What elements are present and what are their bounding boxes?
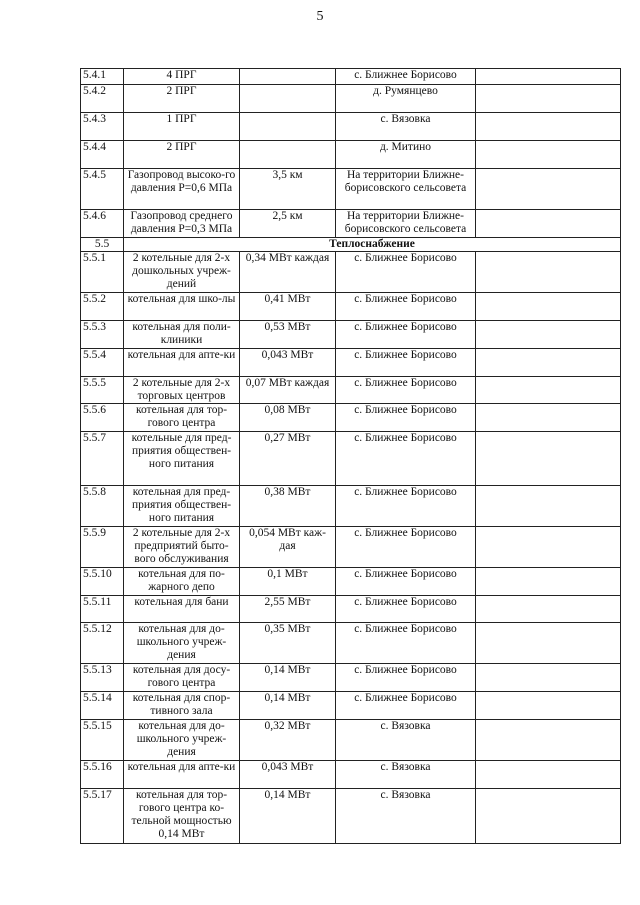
capacity: 2,55 МВт bbox=[240, 596, 336, 623]
location: с. Вязовка bbox=[336, 720, 476, 761]
capacity: 0,35 МВт bbox=[240, 623, 336, 664]
empty-cell bbox=[476, 69, 621, 85]
location: с. Ближнее Борисово bbox=[336, 293, 476, 321]
table-row bbox=[81, 789, 621, 844]
empty-cell bbox=[476, 377, 621, 404]
empty-cell bbox=[476, 210, 621, 238]
capacity: 0,14 МВт bbox=[240, 789, 336, 844]
row-number: 5.5.12 bbox=[81, 623, 124, 664]
section-header-row bbox=[81, 238, 621, 252]
row-number: 5.4.3 bbox=[81, 113, 124, 141]
location: На территории Ближне-борисовского сельсовета bbox=[336, 210, 476, 238]
capacity bbox=[240, 69, 336, 85]
capacity: 0,07 МВт каждая bbox=[240, 377, 336, 404]
location: с. Ближнее Борисово bbox=[336, 596, 476, 623]
capacity bbox=[240, 113, 336, 141]
location: д. Румянцево bbox=[336, 85, 476, 113]
row-number: 5.5.13 bbox=[81, 664, 124, 692]
facility-name: котельная для до-школьного учреж-дения bbox=[124, 720, 240, 761]
empty-cell bbox=[476, 349, 621, 377]
facility-name: 2 котельные для 2-х дошкольных учреж-дений bbox=[124, 252, 240, 293]
page-number: 5 bbox=[316, 9, 324, 24]
capacity: 0,043 МВт bbox=[240, 349, 336, 377]
location: с. Вязовка bbox=[336, 761, 476, 789]
location: с. Ближнее Борисово bbox=[336, 377, 476, 404]
location: с. Ближнее Борисово bbox=[336, 664, 476, 692]
table-row bbox=[81, 69, 621, 85]
location: с. Ближнее Борисово bbox=[336, 692, 476, 720]
facility-name: котельная для тор-гового центра bbox=[124, 404, 240, 432]
table-row bbox=[81, 692, 621, 720]
empty-cell bbox=[476, 432, 621, 486]
facility-name: котельная для до-школьного учреж-дения bbox=[124, 623, 240, 664]
location: с. Ближнее Борисово bbox=[336, 486, 476, 527]
empty-cell bbox=[476, 720, 621, 761]
facility-name: котельная для досу-гового центра bbox=[124, 664, 240, 692]
facility-name: Газопровод среднего давления Р=0,3 МПа bbox=[124, 210, 240, 238]
empty-cell bbox=[476, 664, 621, 692]
capacity: 0,1 МВт bbox=[240, 568, 336, 596]
capacity: 0,08 МВт bbox=[240, 404, 336, 432]
facility-name: котельная для спор-тивного зала bbox=[124, 692, 240, 720]
empty-cell bbox=[476, 596, 621, 623]
location: с. Ближнее Борисово bbox=[336, 432, 476, 486]
section-title: Теплоснабжение bbox=[124, 238, 621, 252]
table-row bbox=[81, 321, 621, 349]
empty-cell bbox=[476, 568, 621, 596]
location: с. Вязовка bbox=[336, 789, 476, 844]
capacity bbox=[240, 141, 336, 169]
capacity: 0,32 МВт bbox=[240, 720, 336, 761]
table-row bbox=[81, 85, 621, 113]
location: с. Ближнее Борисово bbox=[336, 527, 476, 568]
table-row bbox=[81, 113, 621, 141]
empty-cell bbox=[476, 321, 621, 349]
table-row bbox=[81, 527, 621, 568]
empty-cell bbox=[476, 169, 621, 210]
row-number: 5.5.7 bbox=[81, 432, 124, 486]
table-row bbox=[81, 568, 621, 596]
row-number: 5.5.3 bbox=[81, 321, 124, 349]
table-row bbox=[81, 404, 621, 432]
table-row bbox=[81, 486, 621, 527]
facility-name: котельная для тор-гового центра ко-тельной мощностью 0,14 МВт bbox=[124, 789, 240, 844]
section-heat bbox=[81, 238, 621, 252]
facility-name: 2 ПРГ bbox=[124, 85, 240, 113]
facility-name: котельные для пред-приятия обществен-ного питания bbox=[124, 432, 240, 486]
empty-cell bbox=[476, 789, 621, 844]
capacity: 0,27 МВт bbox=[240, 432, 336, 486]
empty-cell bbox=[476, 692, 621, 720]
row-number: 5.5.14 bbox=[81, 692, 124, 720]
table-row bbox=[81, 432, 621, 486]
facilities-table bbox=[80, 68, 621, 844]
location: с. Ближнее Борисово bbox=[336, 404, 476, 432]
row-number: 5.5.1 bbox=[81, 252, 124, 293]
table-row bbox=[81, 141, 621, 169]
row-number: 5.5.9 bbox=[81, 527, 124, 568]
empty-cell bbox=[476, 141, 621, 169]
capacity: 0,38 МВт bbox=[240, 486, 336, 527]
table-row bbox=[81, 623, 621, 664]
table-row bbox=[81, 169, 621, 210]
location: с. Ближнее Борисово bbox=[336, 321, 476, 349]
capacity: 0,53 МВт bbox=[240, 321, 336, 349]
row-number: 5.4.1 bbox=[81, 69, 124, 85]
facility-name: котельная для шко-лы bbox=[124, 293, 240, 321]
empty-cell bbox=[476, 623, 621, 664]
row-number: 5.4.4 bbox=[81, 141, 124, 169]
empty-cell bbox=[476, 404, 621, 432]
empty-cell bbox=[476, 527, 621, 568]
row-number: 5.5.4 bbox=[81, 349, 124, 377]
location: д. Митино bbox=[336, 141, 476, 169]
row-number: 5.5.10 bbox=[81, 568, 124, 596]
empty-cell bbox=[476, 113, 621, 141]
capacity: 0,14 МВт bbox=[240, 664, 336, 692]
facility-name: котельная для бани bbox=[124, 596, 240, 623]
table-row bbox=[81, 720, 621, 761]
location: с. Ближнее Борисово bbox=[336, 69, 476, 85]
facility-name: котельная для апте-ки bbox=[124, 761, 240, 789]
heat-rows bbox=[81, 252, 621, 844]
facility-name: котельная для пред-приятия обществен-ного питания bbox=[124, 486, 240, 527]
row-number: 5.5.5 bbox=[81, 377, 124, 404]
row-number: 5.5.8 bbox=[81, 486, 124, 527]
section-number: 5.5 bbox=[81, 238, 124, 252]
capacity: 3,5 км bbox=[240, 169, 336, 210]
capacity bbox=[240, 85, 336, 113]
capacity: 0,41 МВт bbox=[240, 293, 336, 321]
table-row bbox=[81, 349, 621, 377]
empty-cell bbox=[476, 252, 621, 293]
facility-name: 1 ПРГ bbox=[124, 113, 240, 141]
empty-cell bbox=[476, 293, 621, 321]
facility-name: Газопровод высоко-го давления Р=0,6 МПа bbox=[124, 169, 240, 210]
location: с. Ближнее Борисово bbox=[336, 349, 476, 377]
empty-cell bbox=[476, 761, 621, 789]
location: с. Ближнее Борисово bbox=[336, 623, 476, 664]
row-number: 5.4.2 bbox=[81, 85, 124, 113]
table-row bbox=[81, 664, 621, 692]
table-row bbox=[81, 761, 621, 789]
facility-name: котельная для по-жарного депо bbox=[124, 568, 240, 596]
facility-name: котельная для апте-ки bbox=[124, 349, 240, 377]
row-number: 5.5.17 bbox=[81, 789, 124, 844]
row-number: 5.5.16 bbox=[81, 761, 124, 789]
capacity: 0,043 МВт bbox=[240, 761, 336, 789]
facility-name: 2 котельные для 2-х торговых центров bbox=[124, 377, 240, 404]
table-row bbox=[81, 210, 621, 238]
facility-name: 4 ПРГ bbox=[124, 69, 240, 85]
row-number: 5.5.2 bbox=[81, 293, 124, 321]
table-row bbox=[81, 293, 621, 321]
row-number: 5.4.5 bbox=[81, 169, 124, 210]
empty-cell bbox=[476, 85, 621, 113]
location: с. Ближнее Борисово bbox=[336, 252, 476, 293]
table-row bbox=[81, 596, 621, 623]
location: с. Ближнее Борисово bbox=[336, 568, 476, 596]
table-row bbox=[81, 377, 621, 404]
table-row bbox=[81, 252, 621, 293]
location: с. Вязовка bbox=[336, 113, 476, 141]
capacity: 2,5 км bbox=[240, 210, 336, 238]
capacity: 0,14 МВт bbox=[240, 692, 336, 720]
row-number: 5.4.6 bbox=[81, 210, 124, 238]
facility-name: 2 ПРГ bbox=[124, 141, 240, 169]
gas-rows bbox=[81, 69, 621, 238]
facility-name: котельная для поли-клиники bbox=[124, 321, 240, 349]
location: На территории Ближне-борисовского сельсовета bbox=[336, 169, 476, 210]
facility-name: 2 котельные для 2-х предприятий быто-вого обслуживания bbox=[124, 527, 240, 568]
capacity: 0,34 МВт каждая bbox=[240, 252, 336, 293]
capacity: 0,054 МВт каж-дая bbox=[240, 527, 336, 568]
row-number: 5.5.6 bbox=[81, 404, 124, 432]
row-number: 5.5.11 bbox=[81, 596, 124, 623]
row-number: 5.5.15 bbox=[81, 720, 124, 761]
empty-cell bbox=[476, 486, 621, 527]
